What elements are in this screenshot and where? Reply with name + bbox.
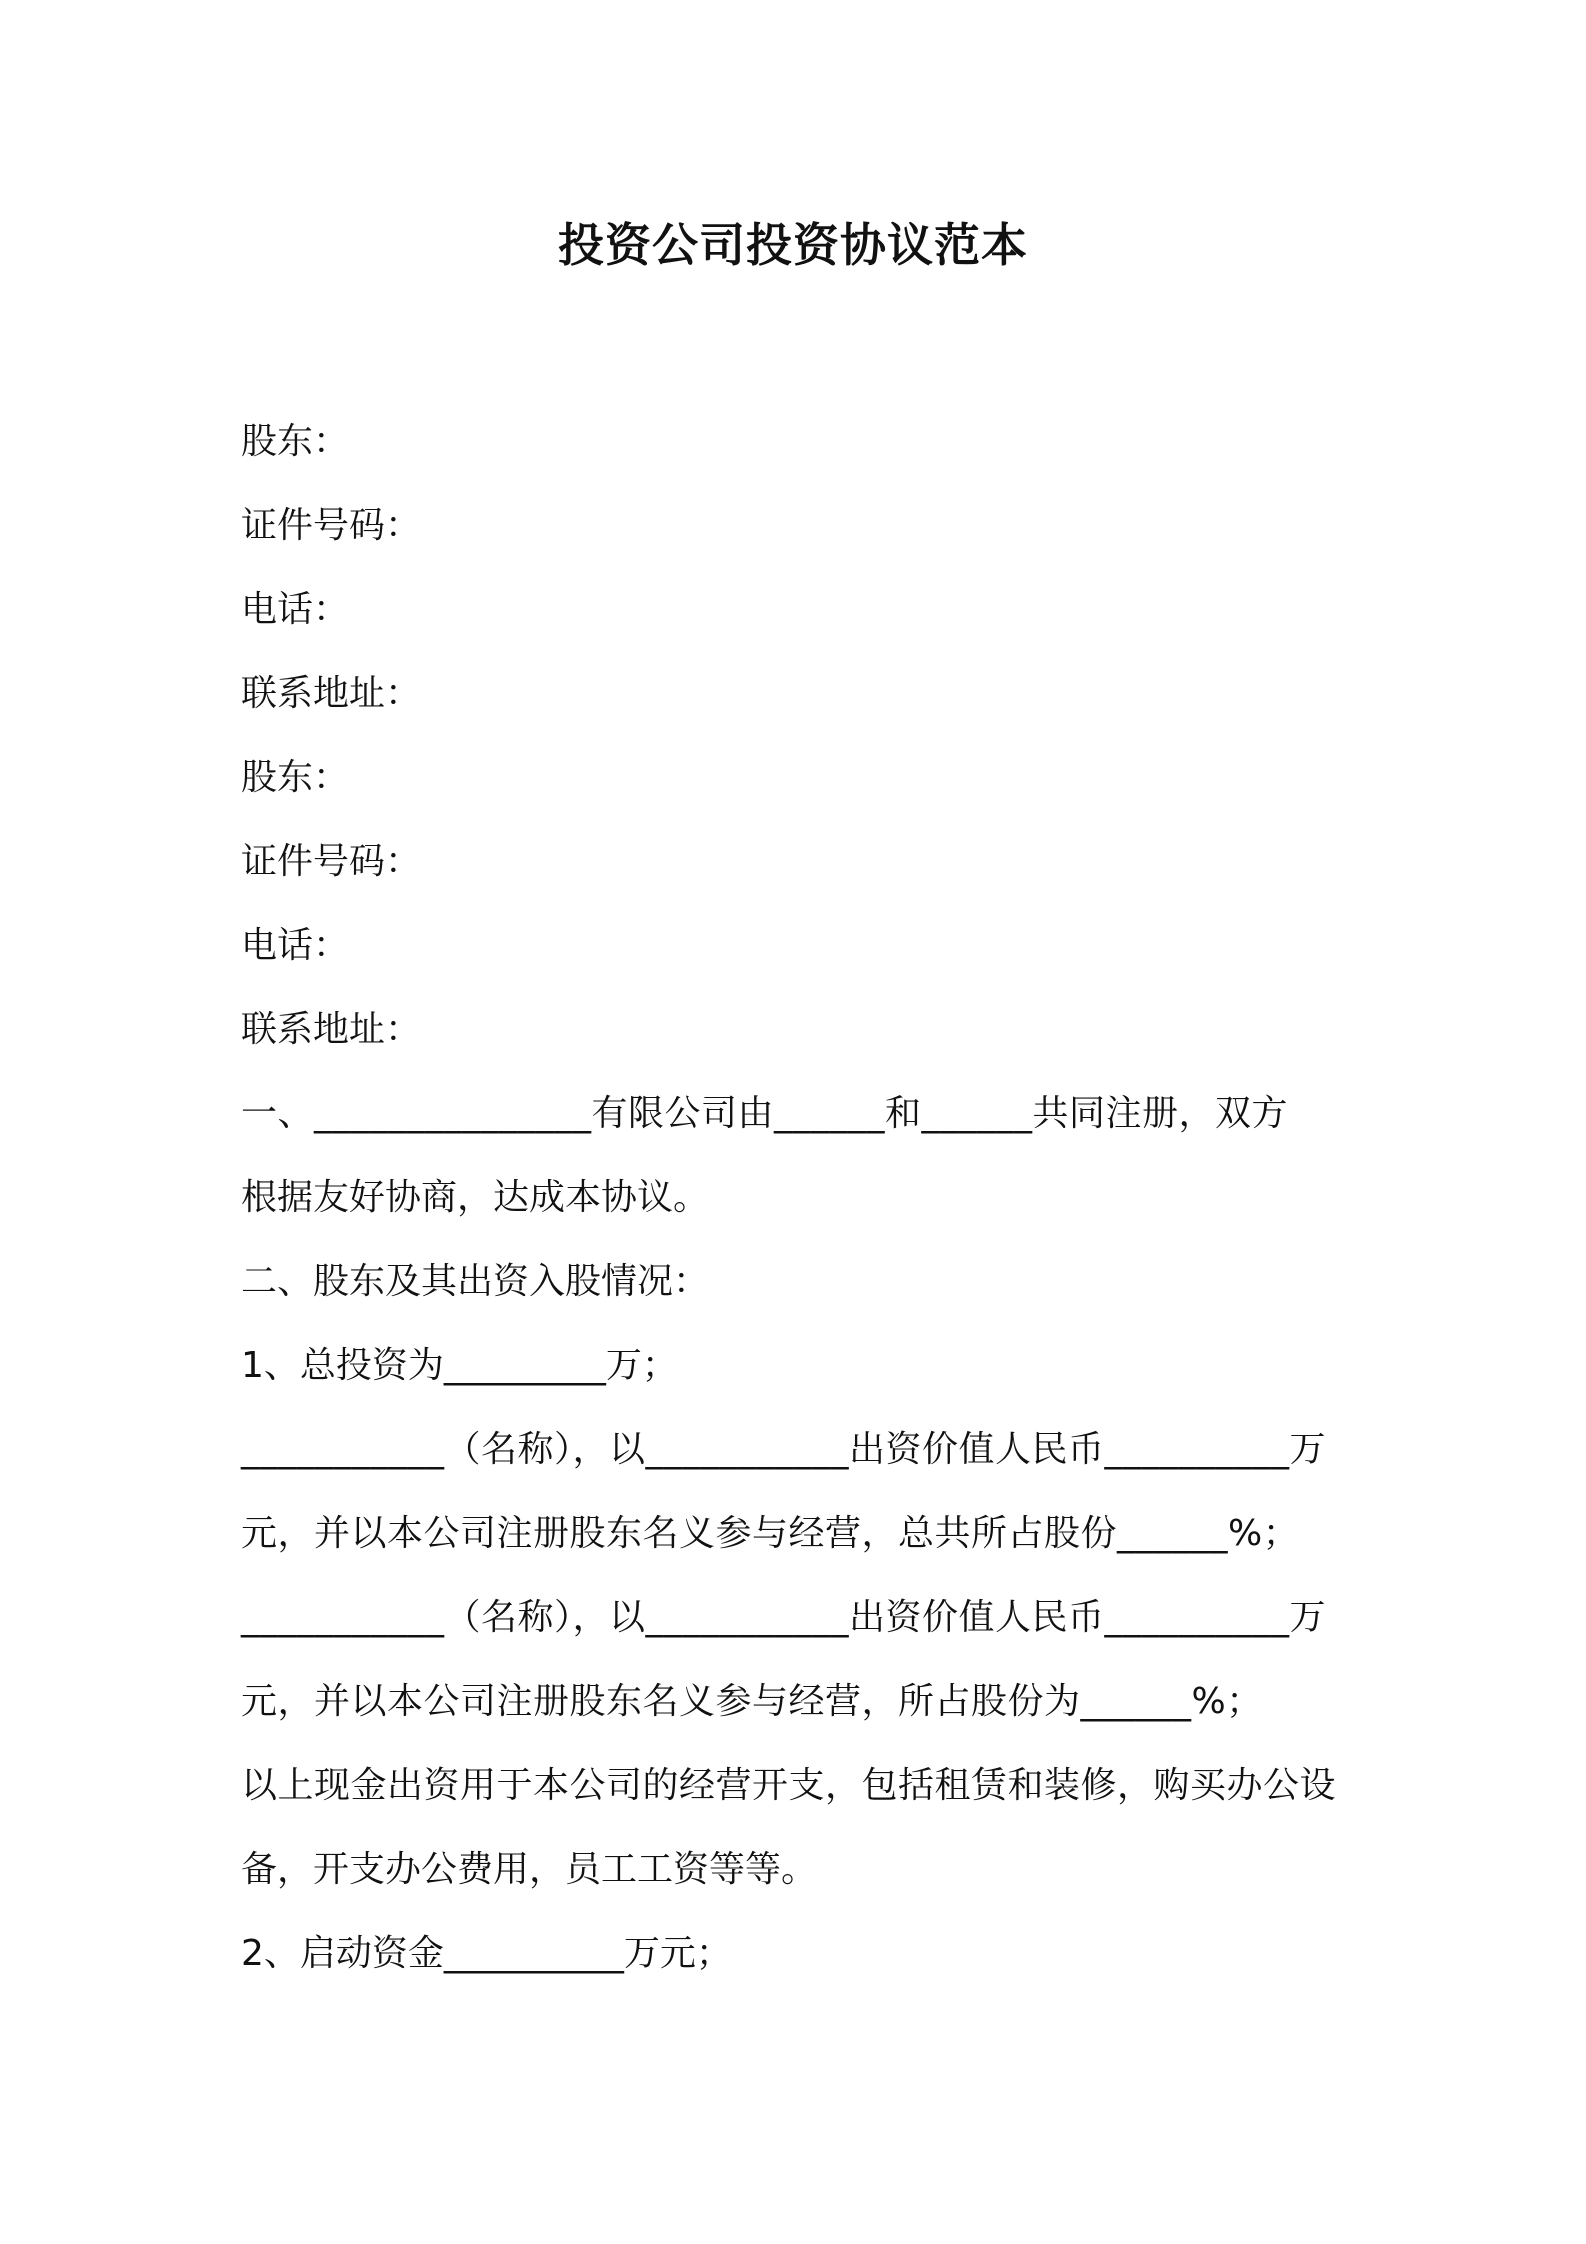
document-body — [241, 400, 1356, 1996]
investor-2-line-2: 元，并以本公司注册股东名义参与经营，所占股份为______%； — [241, 1681, 1263, 1722]
total-investment-line: 1、总投资为_________万； — [241, 1345, 678, 1386]
shareholder-2-label: 股东： — [241, 757, 350, 798]
clause-1-line-1: 一、_______________有限公司由______和______共同注册，双方 — [241, 1093, 1289, 1134]
shareholder-1-address: 联系地址： — [241, 673, 422, 714]
shareholder-2-phone: 电话： — [241, 925, 350, 966]
shareholder-2-address: 联系地址： — [241, 1009, 422, 1050]
investor-1-line-2: 元，并以本公司注册股东名义参与经营，总共所占股份______%； — [241, 1513, 1300, 1554]
document-title: 投资公司投资协议范本 — [558, 218, 1028, 272]
investor-2-line-1: ___________（名称），以___________出资价值人民币__________万 — [241, 1597, 1327, 1638]
investor-1-line-1: ___________（名称），以___________出资价值人民币__________万 — [241, 1429, 1327, 1470]
shareholder-1-phone: 电话： — [241, 589, 350, 630]
startup-capital-line: 2、启动资金__________万元； — [241, 1933, 732, 1974]
shareholder-1-label: 股东： — [241, 421, 350, 462]
cash-usage-line-2: 备，开支办公费用，员工工资等等。 — [241, 1849, 818, 1890]
clause-2-heading: 二、股东及其出资入股情况： — [241, 1261, 710, 1302]
shareholder-1-id-number: 证件号码： — [241, 505, 422, 546]
clause-1-line-2: 根据友好协商，达成本协议。 — [241, 1177, 710, 1218]
cash-usage-line-1: 以上现金出资用于本公司的经营开支，包括租赁和装修，购买办公设 — [241, 1765, 1337, 1806]
shareholder-2-id-number: 证件号码： — [241, 841, 422, 882]
